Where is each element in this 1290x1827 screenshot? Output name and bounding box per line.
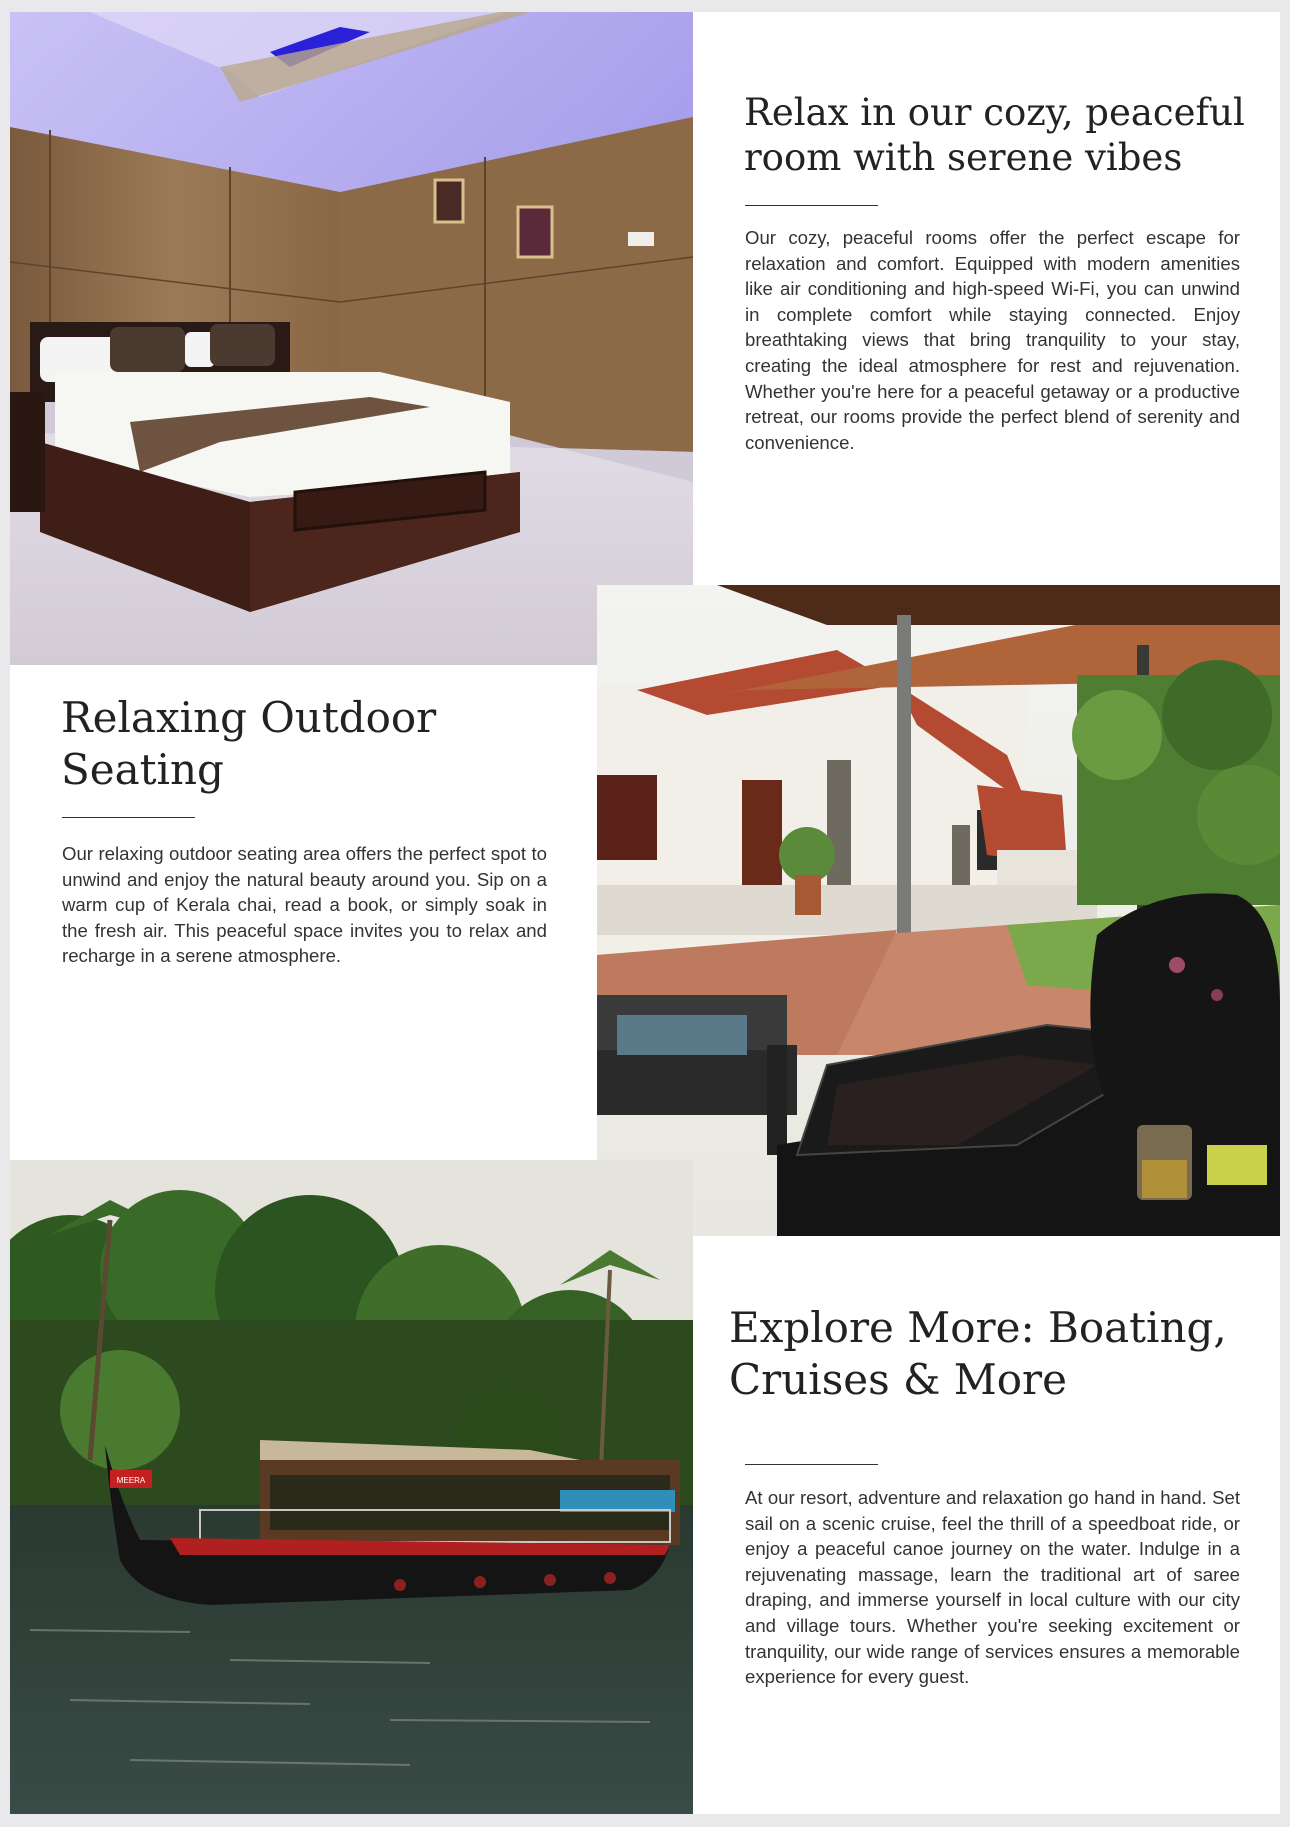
- section-2-body: Our relaxing outdoor seating area offers the perfect spot to unwind and enjoy the natural beauty around you. Sip on a warm cup of Kerala chai, read a book, or simply soak in the fresh air. This peaceful space invites you to relax and recharge in a serene atmosphere.: [62, 843, 547, 967]
- outdoor-seating-photo: [597, 585, 1280, 1236]
- section-3-heading: Explore More: Boating, Cruises & More: [729, 1303, 1227, 1404]
- section-1-heading: Relax in our cozy, peaceful room with serene vibes: [744, 91, 1245, 179]
- section-3-body: At our resort, adventure and relaxation go hand in hand. Set sail on a scenic cruise, feel the thrill of a speedboat ride, or enjoy a peaceful canoe journey on the water. Indulge in a rejuvenating massage, learn the traditional art of saree draping, and immerse yourself in local culture with our city and village tours. Whether you're seeking excitement or tranquility, our wide range of services ensures a memorable experience for every guest.: [745, 1487, 1240, 1688]
- section-1-body: Our cozy, peaceful rooms offer the perfect escape for relaxation and comfort. Equipped with modern amenities like air conditioning and high-speed Wi-Fi, you can unwind in complete comfort while staying connected. Enjoy breathtaking views that bring tranquility to your stay, creating the ideal atmosphere for rest and rejuvenation. Whether you're here for a peaceful getaway or a productive retreat, our rooms provide the perfect blend of serenity and convenience.: [745, 227, 1240, 453]
- section-2-rule: [62, 817, 195, 818]
- section-3-rule: [745, 1464, 878, 1465]
- section-1-rule: [745, 205, 878, 206]
- section-2-heading: Relaxing Outdoor Seating: [61, 693, 437, 794]
- bedroom-photo: [10, 12, 693, 665]
- brochure-page: [10, 12, 1280, 1814]
- boat-cruise-photo: [10, 1160, 693, 1814]
- boat-sign-text: MEERA: [116, 1476, 146, 1485]
